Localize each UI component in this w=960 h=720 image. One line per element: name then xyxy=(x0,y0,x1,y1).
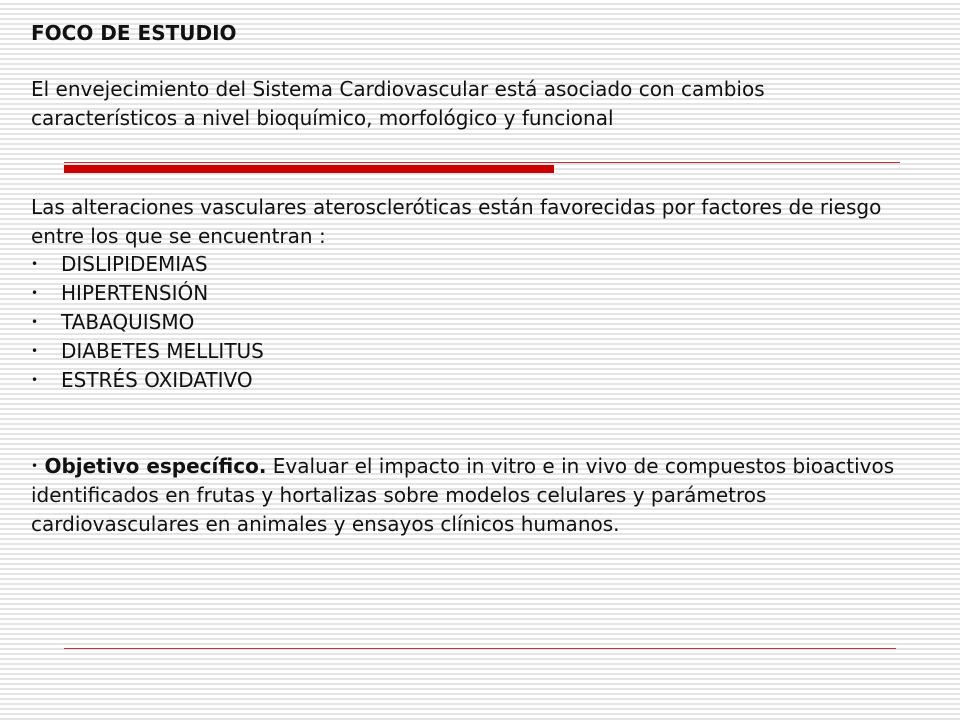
objective-paragraph xyxy=(31,452,911,539)
list-item xyxy=(31,250,264,279)
list-item xyxy=(31,337,264,366)
red-accent-bar xyxy=(64,165,554,173)
bullet-icon: • xyxy=(31,257,39,271)
objective-title: Objetivo específico. xyxy=(44,454,267,478)
objective-text: Evaluar el impacto in vitro e in vivo de compuestos bioactivos identificados en frutas y hortalizas sobre modelos celulares y parámetros cardiovasculares en animales y ensayos clínicos humanos. xyxy=(31,454,895,536)
divider-line-top xyxy=(64,162,900,163)
list-item xyxy=(31,308,264,337)
bullet-icon: • xyxy=(31,459,39,473)
bullet-icon: • xyxy=(31,373,39,387)
risk-factors-intro: Las alteraciones vasculares ateroscleróticas están favorecidas por factores de riesgo entre los que se encuentran : xyxy=(31,195,882,248)
list-item xyxy=(31,279,264,308)
divider-line-bottom xyxy=(64,648,896,649)
risk-factor-label: DISLIPIDEMIAS xyxy=(61,252,208,276)
list-item xyxy=(31,366,264,395)
risk-factor-label: DIABETES MELLITUS xyxy=(61,339,264,363)
risk-factor-label: TABAQUISMO xyxy=(61,310,195,334)
bullet-icon: • xyxy=(31,344,39,358)
bullet-icon: • xyxy=(31,315,39,329)
risk-factor-label: ESTRÉS OXIDATIVO xyxy=(61,368,253,392)
slide-heading: FOCO DE ESTUDIO xyxy=(31,21,237,45)
risk-factors-list xyxy=(31,250,264,395)
intro-paragraph: El envejecimiento del Sistema Cardiovascular está asociado con cambios característicos a nivel bioquímico, morfológico y funcional xyxy=(31,77,765,130)
bullet-icon: • xyxy=(31,286,39,300)
risk-factor-label: HIPERTENSIÓN xyxy=(61,281,209,305)
